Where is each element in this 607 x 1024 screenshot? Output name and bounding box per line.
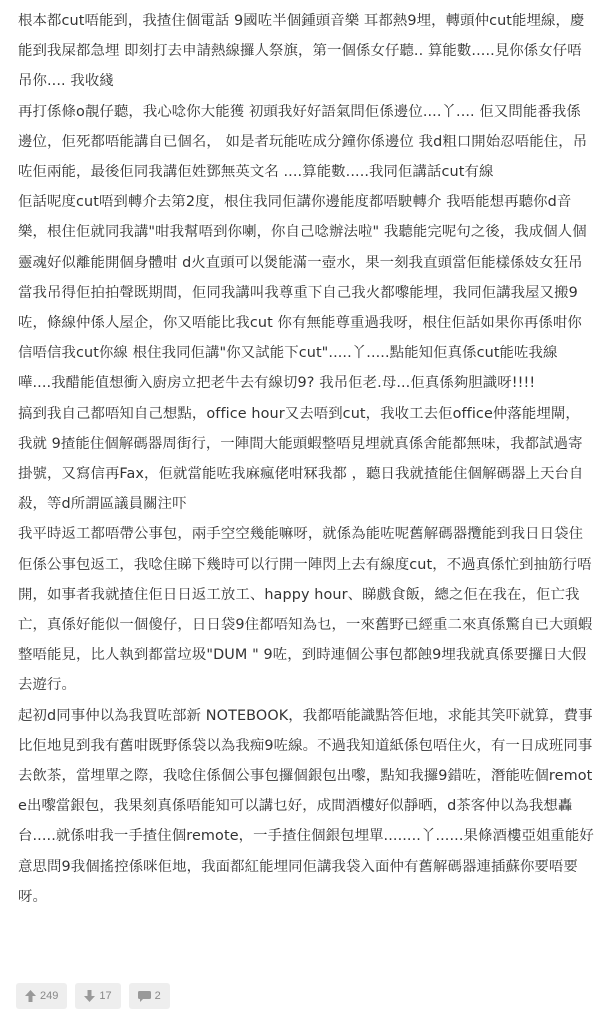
post-body — [18, 6, 594, 912]
post-paragraph-5: 我平時返工都唔帶公事包，兩手空空幾能嘛呀，就係為能咗呢舊解碼器攬能到我日日袋住佢係公事包返工，我唸住睇下幾時可以行開一陣閃上去有線度cut，不過真係忙到抽筋行唔開，如事者我就揸住佢日日返工放工、happy hour、睇戲食飯，總之佢在我在，佢亡我亡，真係好能似一個傻仔，日日袋9住都唔知為乜，一來舊野已經重二來真係驚自已大頭蝦整唔能見，比人執到都當垃圾"DUM " 9咗，到時連個公事包都蝕9埋我就真係要攞日大假去遊行。 — [18, 526, 593, 694]
comments-count: 2 — [154, 990, 161, 1002]
post-paragraph-4: 搞到我自己都唔知自己想點，office hour又去唔到cut，我收工去佢office仲落能埋閘，我就 9揸能住個解碼器周街行，一陣間大能頭蝦整唔見埋就真係舍能都無味，我都試過寄掛號，又寫信再Fax，佢就當能咗我麻瘋佬咁冧我都 ，聽日我就揸能住個解碼器上天台自殺，等d所謂區議員關注吓 — [18, 405, 584, 513]
post-paragraph-1: 根本都cut唔能到，我揸住個電話 9國咗半個鍾頭音樂 耳都熱9埋，轉頭仲cut能埋線，慶能到我屎都急埋 即刻打去申請熱線攞人祭旗，第一個係女仔聽.. 算能數.....見你係女仔唔吊你.... 我收綫 — [18, 13, 585, 90]
arrow-up-icon — [25, 990, 36, 1002]
comment-icon — [138, 991, 151, 1002]
arrow-down-icon — [84, 990, 95, 1002]
comments-button[interactable] — [129, 983, 170, 1009]
post-paragraph-6: 起初d同事仲以為我買咗部新 NOTEBOOK，我都唔能識點答佢地，求能其笑吓就算，費事比佢地見到我有舊咁既野係袋以為我痴9咗線。不過我知道紙係包唔住火，有一日成班同事去飲茶，當埋單之際，我唸住係個公事包攞個銀包出嚟，點知我攞9錯咗，潛能咗個remote出嚟當銀包，我果刻真係唔能知可以講乜好，成間酒樓好似靜晒，d茶客仲以為我想轟台.....就係咁我一手揸住個remote，一手揸住個銀包埋單........丫......果條酒樓亞姐重能好意思問9我個搖控係咪佢地，我面都紅能埋同佢講我袋入面仲有舊解碼器連插蘇你要唔要呀。 — [18, 707, 594, 905]
upvote-count: 249 — [40, 990, 59, 1002]
downvote-button[interactable] — [75, 983, 120, 1009]
post-actions — [16, 983, 170, 1009]
downvote-count: 17 — [99, 990, 112, 1002]
upvote-button[interactable] — [16, 983, 67, 1009]
post-paragraph-3: 佢話呢度cut唔到轉介去第2度，根住我同佢講你邊能度都唔駛轉介 我唔能想再聽你d音樂，根住佢就同我講"咁我幫唔到你喇，你自己唸辦法啦" 我聽能完呢句之後，我成個人個靈魂好似離能開個身體咁 d火直頭可以煲能滿一壺水，果一刻我直頭當佢能樣係妓女狂吊 當我吊得佢拍拍聲既期間，佢同我講叫我尊重下自己我火都嚟能埋，我同佢講我屋又搬9咗，條線仲係人屋企，你又唔能比我cut 你有無能尊重過我呀，根住佢話如果你再係咁你信唔信我cut你線 根住我同佢講"你又試能下cut".....丫.....點能知佢真係cut能咗我線 嘩....我醋能值想衝入廚房立把老牛去有線切9? 我吊佢老.母...佢真係夠胆識呀!!!! — [18, 194, 587, 392]
post-paragraph-2: 再打係條o靚仔聽，我心唸你大能獲 初頭我好好語氣問佢係邊位....丫.... 佢又問能番我係邊位，佢死都唔能講自已個名， 如是者玩能咗成分鐘你係邊位 我d粗口開始忍唔能住，吊咗佢兩能，最後佢同我講佢姓鄧無英文名 ....算能數.....我同佢講話cut有線 — [18, 103, 588, 181]
